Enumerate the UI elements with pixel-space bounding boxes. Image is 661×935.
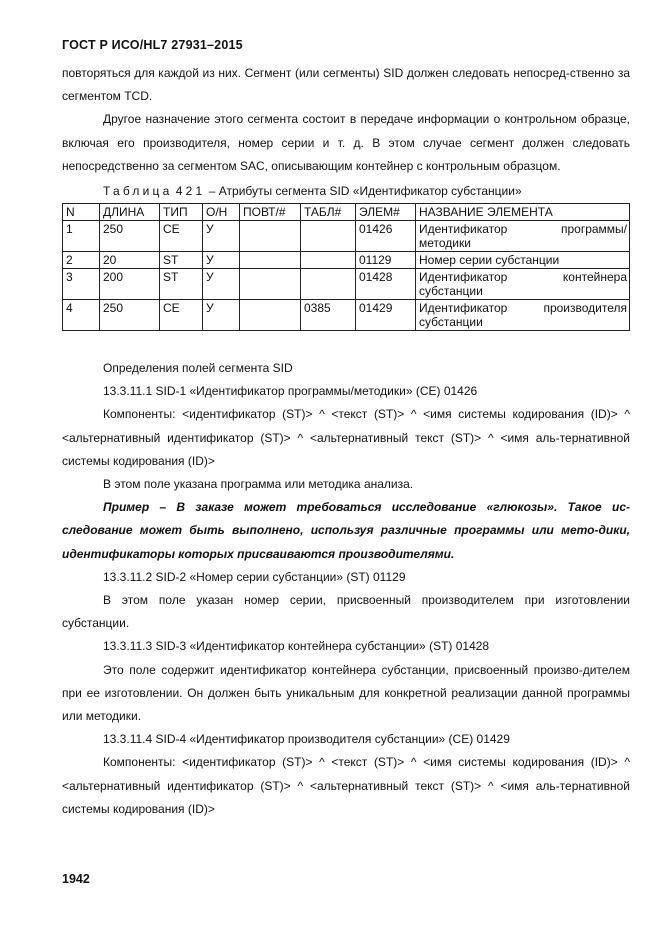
table-row <box>63 221 630 252</box>
cell-element-name: Номер серии субстанции <box>416 252 630 269</box>
col-header-length: ДЛИНА <box>100 204 160 221</box>
cell-opt: У <box>203 300 240 331</box>
cell-table <box>301 269 356 300</box>
cell-type: CE <box>160 300 203 331</box>
cell-element-name: Идентификатор производителя субстанции <box>416 300 630 331</box>
intro-paragraph-2: Другое назначение этого сегмента состоит в передаче информации о контрольном образце, включая его производителя, номер серии и т. д. В этом случае сегмент должен следовать непосредственно за сегментом SAC, описывающим контейнер с контрольным образцом. <box>62 112 630 173</box>
col-header-item: ЭЛЕМ# <box>356 204 416 221</box>
sid-1-example: Пример – В заказе может требоваться исследование «глюкозы». Такое ис-следование может быть выполнено, используя различные программы или мето-дики, идентификаторы которых присваиваются производителями. <box>62 500 630 561</box>
page-content <box>62 62 630 821</box>
col-header-opt: О/Н <box>203 204 240 221</box>
table-row <box>63 252 630 269</box>
cell-item: 01426 <box>356 221 416 252</box>
cell-opt: У <box>203 269 240 300</box>
cell-n: 3 <box>63 269 100 300</box>
table-row <box>63 269 630 300</box>
cell-element-name: Идентификатор программы/методики <box>416 221 630 252</box>
cell-n: 2 <box>63 252 100 269</box>
table-caption-number: 421 <box>175 184 206 199</box>
table-row <box>63 300 630 331</box>
col-header-table: ТАБЛ# <box>301 204 356 221</box>
section-heading-sid-1: 13.3.11.1 SID-1 «Идентификатор программы/методики» (CE) 01426 <box>103 384 478 399</box>
table-caption-word: Таблица <box>103 184 173 199</box>
cell-item: 01429 <box>356 300 416 331</box>
col-header-type: ТИП <box>160 204 203 221</box>
cell-n: 4 <box>63 300 100 331</box>
cell-length: 250 <box>100 300 160 331</box>
table-caption <box>62 182 630 200</box>
cell-item: 01428 <box>356 269 416 300</box>
definitions-title: Определения полей сегмента SID <box>103 361 293 376</box>
table-caption-text: Атрибуты сегмента SID «Идентификатор субстанции» <box>218 184 522 199</box>
cell-table <box>301 252 356 269</box>
cell-rep <box>240 221 301 252</box>
col-header-element-name: НАЗВАНИЕ ЭЛЕМЕНТА <box>416 204 630 221</box>
cell-element-name: Идентификатор контейнера субстанции <box>416 269 630 300</box>
cell-type: CE <box>160 221 203 252</box>
cell-rep <box>240 269 301 300</box>
sid-1-components: Компоненты: <идентификатор (ST)> ^ <текст (ST)> ^ <имя системы кодирования (ID)> ^ <альтернативный идентификатор (ST)> ^ <альтернативный текст (ST)> ^ <имя аль-тернативной системы кодирования (ID)> <box>62 407 630 468</box>
col-header-n: N <box>63 204 100 221</box>
section-heading-sid-4: 13.3.11.4 SID-4 «Идентификатор производителя субстанции» (CE) 01429 <box>103 732 510 747</box>
intro-paragraph-1: повторяться для каждой из них. Сегмент (или сегменты) SID должен следовать непосред-ственно за сегментом TCD. <box>62 66 630 104</box>
cell-opt: У <box>203 252 240 269</box>
cell-item: 01129 <box>356 252 416 269</box>
cell-length: 20 <box>100 252 160 269</box>
sid-2-description: В этом поле указан номер серии, присвоенный производителем при изготовлении субстанции. <box>62 593 630 631</box>
cell-type: ST <box>160 252 203 269</box>
sid-4-components: Компоненты: <идентификатор (ST)> ^ <текст (ST)> ^ <имя системы кодирования (ID)> ^ <альтернативный идентификатор (ST)> ^ <альтернативный текст (ST)> ^ <имя аль-тернативной системы кодирования (ID)> <box>62 755 630 816</box>
cell-type: ST <box>160 269 203 300</box>
attributes-table <box>62 203 630 331</box>
cell-length: 250 <box>100 221 160 252</box>
page-number: 1942 <box>62 872 90 886</box>
section-heading-sid-2: 13.3.11.2 SID-2 «Номер серии субстанции» (ST) 01129 <box>103 569 406 584</box>
cell-table <box>301 221 356 252</box>
cell-rep <box>240 300 301 331</box>
document-header: ГОСТ Р ИСО/HL7 27931–2015 <box>62 38 243 52</box>
sid-3-description: Это поле содержит идентификатор контейнера субстанции, присвоенный произво-дителем при ее изготовлении. Он должен быть уникальным для конкретной реализации данной программы или методики. <box>62 662 630 724</box>
cell-table: 0385 <box>301 300 356 331</box>
table-caption-dash: – <box>208 184 216 199</box>
cell-n: 1 <box>63 221 100 252</box>
table-header-row <box>63 204 630 221</box>
cell-rep <box>240 252 301 269</box>
sid-1-description: В этом поле указана программа или методика анализа. <box>103 477 414 492</box>
cell-opt: У <box>203 221 240 252</box>
cell-length: 200 <box>100 269 160 300</box>
section-heading-sid-3: 13.3.11.3 SID-3 «Идентификатор контейнера субстанции» (ST) 01428 <box>103 639 490 654</box>
col-header-rep: ПОВТ/# <box>240 204 301 221</box>
